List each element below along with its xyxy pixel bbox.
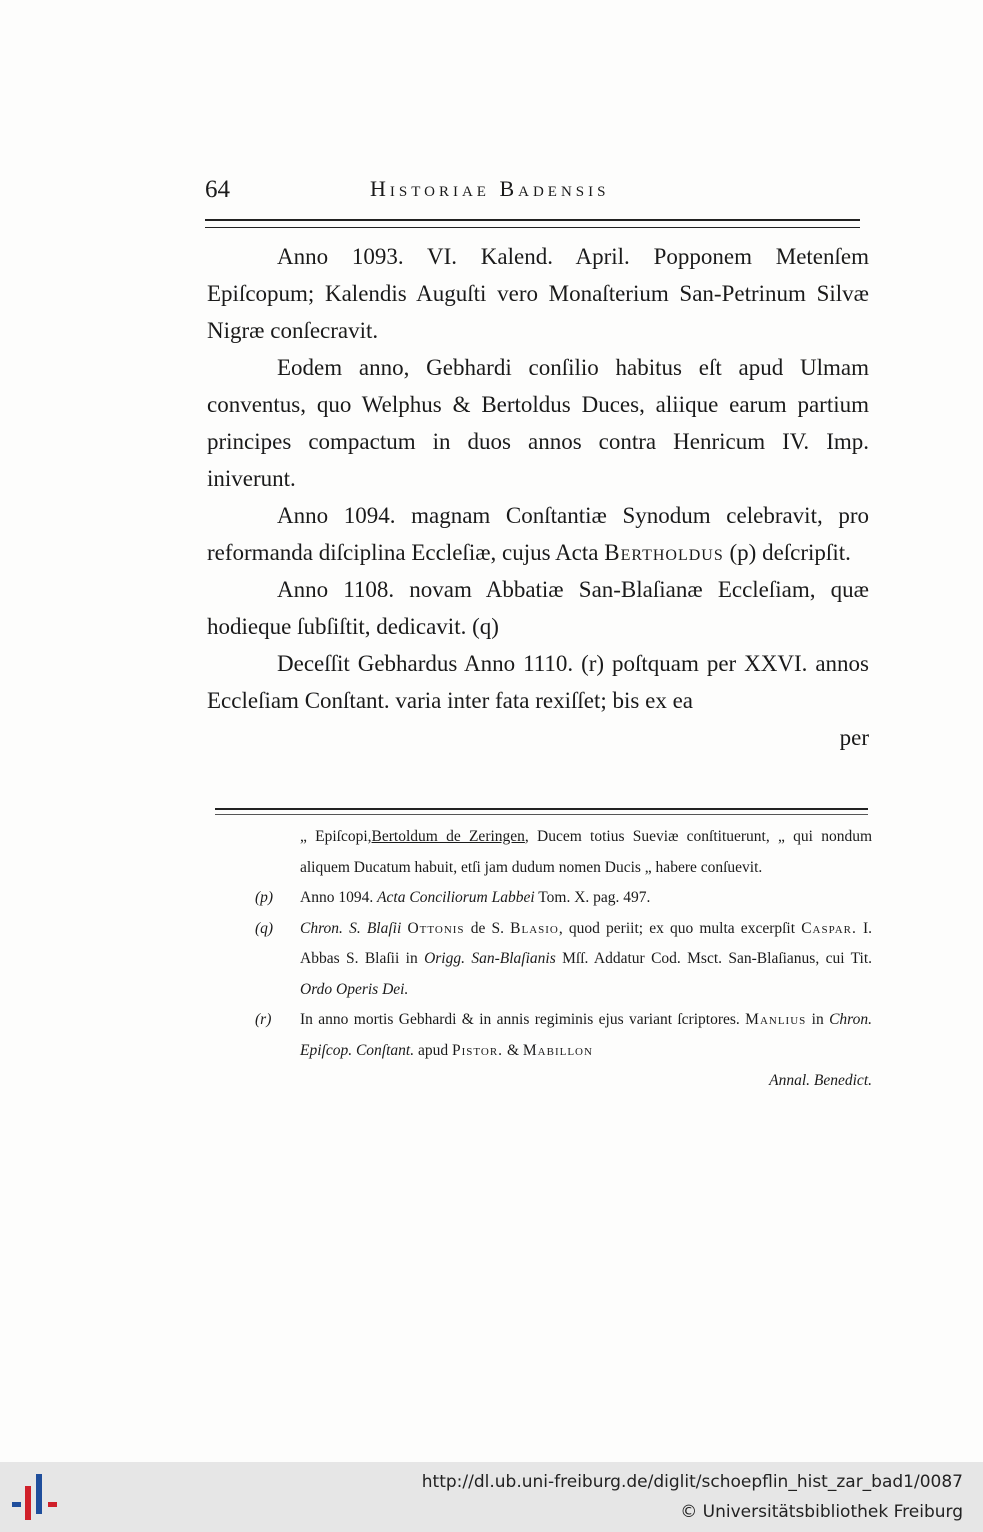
footnote-r [255,1005,872,1097]
paragraph-3-text-b: (p) deſcripſit. [729,540,851,565]
footnote-mark-q: (q) [255,919,274,937]
copyright-text: © Universitätsbibliothek Freiburg [680,1502,963,1522]
footnote-mark-r: (r) [255,1011,272,1028]
note-r-sc-2: Pistor. [451,1041,504,1059]
note-q-text-3: I. Abbas S. Blaſii in [300,919,873,967]
note-r-sc-1: Manlius [745,1011,807,1028]
viewer-footer [0,1462,983,1532]
main-text [207,238,869,756]
underlined-name: Bertoldum de Zeringen [371,828,525,845]
author-name: Bertholdus [604,540,724,565]
catchword: per [839,725,869,750]
note-q-text-2: , quod periit; ex quo multa excerpſit [558,919,796,937]
footnote-continuation [255,822,872,883]
note-r-italic-2 [300,1066,872,1097]
note-q-text-1: de S. [470,919,504,937]
note-r-text-4: & [506,1041,519,1059]
note-p-text-b: Tom. X. pag. 497. [538,889,651,906]
paragraph-2: Eodem anno, Gebhardi conſilio habitus eſt apud Ulmam conventus, quo Welphus & Bertoldus Duces, aliique earum partium principes compactum in duos annos contra Henricum IV. Imp. iniverunt. [207,355,869,491]
running-head [205,176,870,212]
note-r-text-2: in [811,1011,824,1028]
note-p-text-a: Anno 1094. [300,889,374,906]
running-title: Historiae Badensis [370,176,610,201]
note-q-italic-1: Chron. S. Blaſii [300,919,402,937]
paragraph-4: Anno 1108. novam Abbatiæ San-Blaſianæ Eccleſiam, quæ hodieque ſubſiſtit, dedicavit. (q) [207,577,869,639]
note-q-sc-1: Ottonis [407,919,465,937]
note-p-italic: Acta Conciliorum Labbei [377,889,535,906]
note-q-sc-2: Blasio [510,919,559,937]
ub-freiburg-logo-icon[interactable] [12,1474,64,1520]
note-q-sc-3: Caspar. [801,919,857,937]
note-r-sc-3: Mabillon [522,1041,593,1059]
note-r-text-1: In anno mortis Gebhardi & in annis regiminis ejus variant ſcriptores. [300,1011,740,1028]
note-cont-text-b: , Ducem totius Sueviæ conſtituerunt, „ qui nondum aliquem Ducatum habuit, etſi jam dudum nomen Ducis „ habere conſuevit. [300,828,872,876]
header-rule [205,219,860,228]
note-r-italic-1: Chron. Epiſcop. Conſtant. [300,1011,873,1059]
footnote-q [255,914,872,1006]
paragraph-3-text-a: Anno 1094. magnam Conſtantiæ Synodum celebravit, pro reformanda diſciplina Eccleſiæ, cujus Acta [207,503,869,565]
permalink-url[interactable]: http://dl.ub.uni-freiburg.de/diglit/schoepflin_hist_zar_bad1/0087 [421,1472,963,1492]
note-q-text-4: Mſſ. Addatur Cod. Msct. San-Blaſianus, cui Tit. [562,950,873,967]
footnotes [255,822,872,1097]
paragraph-1: Anno 1093. VI. Kalend. April. Popponem Metenſem Epiſcopum; Kalendis Auguſti vero Monaſterium San-Petrinum Silvæ Nigræ conſecravit. [207,244,869,343]
note-q-italic-3: Ordo Operis Dei. [300,980,409,998]
footnote-p [255,883,872,914]
paragraph-3 [207,497,869,571]
note-r-italic-2-text: Annal. Benedict. [769,1072,872,1089]
paragraph-5: Deceſſit Gebhardus Anno 1110. (r) poſtquam per XXVI. annos Eccleſiam Conſtant. varia inter fata rexiſſet; bis ex ea [207,651,869,713]
footnote-rule [215,808,868,815]
page-number: 64 [205,176,230,203]
note-r-text-3: apud [417,1041,449,1059]
footnote-mark-p: (p) [255,889,274,906]
note-cont-text-a: „ Epiſcopi, [300,828,372,845]
note-q-italic-2: Origg. San-Blaſianis [424,950,556,967]
